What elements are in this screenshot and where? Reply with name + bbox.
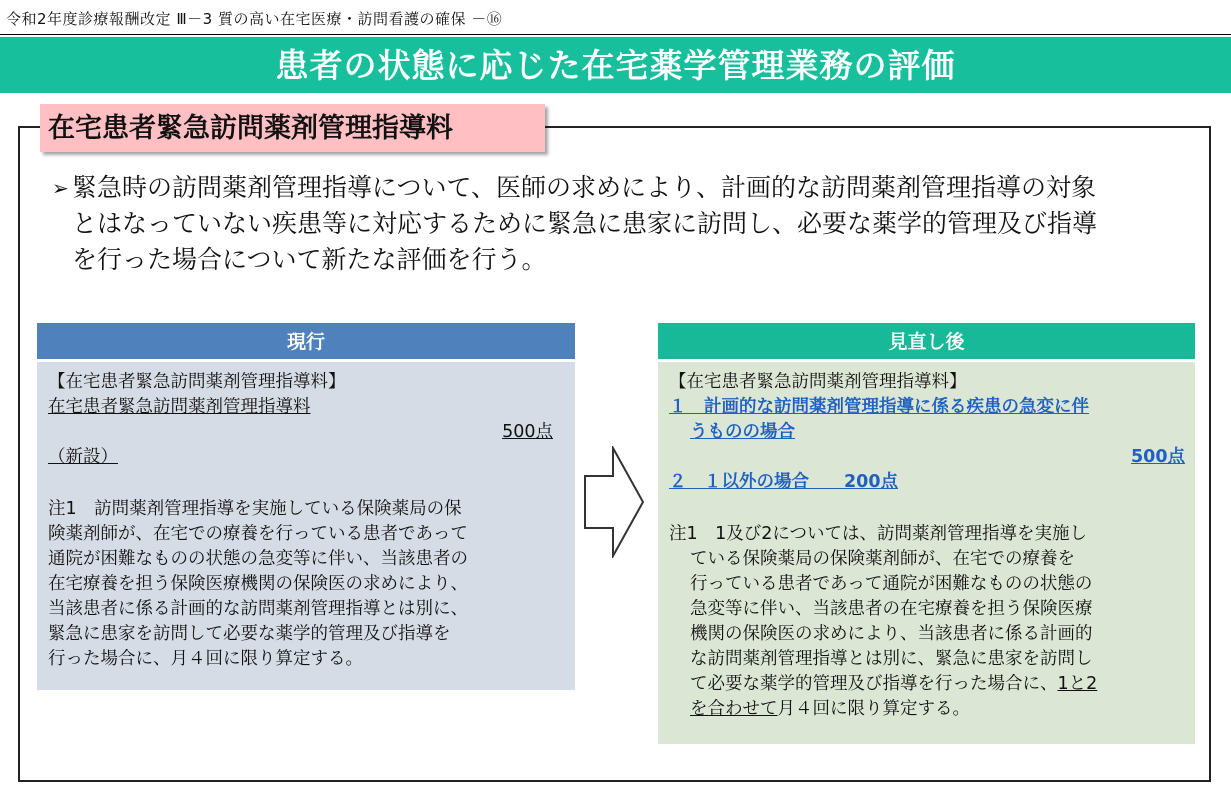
revised-note-line: 行っている患者であって通院が困難なものの状態の bbox=[690, 574, 1093, 594]
revised-note-line: 急変等に伴い、当該患者の在宅療養を担う保険医療 bbox=[690, 599, 1093, 619]
intro-paragraph bbox=[52, 170, 1202, 278]
revised-item1-points: 500点 bbox=[1130, 447, 1185, 467]
current-note-line: 当該患者に係る計画的な訪問薬剤管理指導とは別に、 bbox=[48, 599, 468, 619]
intro-line: を行った場合について新たな評価を行う。 bbox=[72, 245, 547, 274]
top-breadcrumb-bar bbox=[0, 0, 1231, 35]
current-note-line: 注1 訪問薬剤管理指導を実施している保険薬局の保 bbox=[48, 499, 462, 519]
breadcrumb: 令和2年度診療報酬改定 Ⅲ－3 質の高い在宅医療・訪問看護の確保 －⑯ bbox=[6, 10, 503, 28]
current-note-line: 険薬剤師が、在宅での療養を行っている患者であって bbox=[48, 524, 468, 544]
revised-note-tail: 月４回に限り算定する。 bbox=[777, 699, 970, 719]
revised-note-underline: を合わせて bbox=[690, 699, 778, 719]
current-note-line: 在宅療養を担う保険医療機関の保険医の求めにより、 bbox=[48, 574, 468, 594]
current-title: 【在宅患者緊急訪問薬剤管理指導料】 bbox=[48, 372, 346, 392]
current-item: 在宅患者緊急訪問薬剤管理指導料 bbox=[48, 397, 311, 417]
revised-item1-line1: １ 計画的な訪問薬剤管理指導に係る疾患の急変に伴 bbox=[669, 397, 1089, 417]
revised-note-line: て必要な薬学的管理及び指導を行った場合に、 bbox=[690, 674, 1058, 694]
revised-note-line: 機関の保険医の求めにより、当該患者に係る計画的 bbox=[690, 624, 1093, 644]
revised-note-line: ている保険薬局の保険薬剤師が、在宅での療養を bbox=[690, 549, 1075, 569]
current-note-line: 行った場合に、月４回に限り算定する。 bbox=[48, 649, 363, 669]
page-title: 患者の状態に応じた在宅薬学管理業務の評価 bbox=[0, 37, 1231, 93]
bullet-arrow-icon: ➢ bbox=[52, 176, 69, 200]
revised-note-line: な訪問薬剤管理指導とは別に、緊急に患家を訪問し bbox=[690, 649, 1093, 669]
current-note-line: 通院が困難なものの状態の急変等に伴い、当該患者の bbox=[48, 549, 468, 569]
current-points: 500点 bbox=[502, 422, 553, 442]
current-note-line: 緊急に患家を訪問して必要な薬学的管理及び指導を bbox=[48, 624, 451, 644]
section-label: 在宅患者緊急訪問薬剤管理指導料 bbox=[40, 104, 545, 152]
intro-line: とはなっていない疾患等に対応するために緊急に患家に訪問し、必要な薬学的管理及び指導 bbox=[72, 209, 1098, 238]
current-body bbox=[37, 362, 575, 690]
revised-note-line: 注1 1及び2については、訪問薬剤管理指導を実施し bbox=[669, 524, 1088, 544]
revised-item1-line2: うものの場合 bbox=[690, 422, 795, 442]
intro-line: 緊急時の訪問薬剤管理指導について、医師の求めにより、計画的な訪問薬剤管理指導の対象 bbox=[72, 173, 1097, 202]
right-arrow-icon bbox=[583, 446, 645, 558]
revised-body bbox=[658, 362, 1195, 744]
current-heading: 現行 bbox=[37, 323, 575, 359]
revised-heading: 見直し後 bbox=[658, 323, 1195, 359]
revised-item2: ２ １以外の場合 200点 bbox=[669, 472, 899, 492]
revised-note-underline: 1と2 bbox=[1057, 674, 1098, 694]
revised-title: 【在宅患者緊急訪問薬剤管理指導料】 bbox=[669, 372, 967, 392]
new-mark: （新設） bbox=[48, 447, 118, 467]
